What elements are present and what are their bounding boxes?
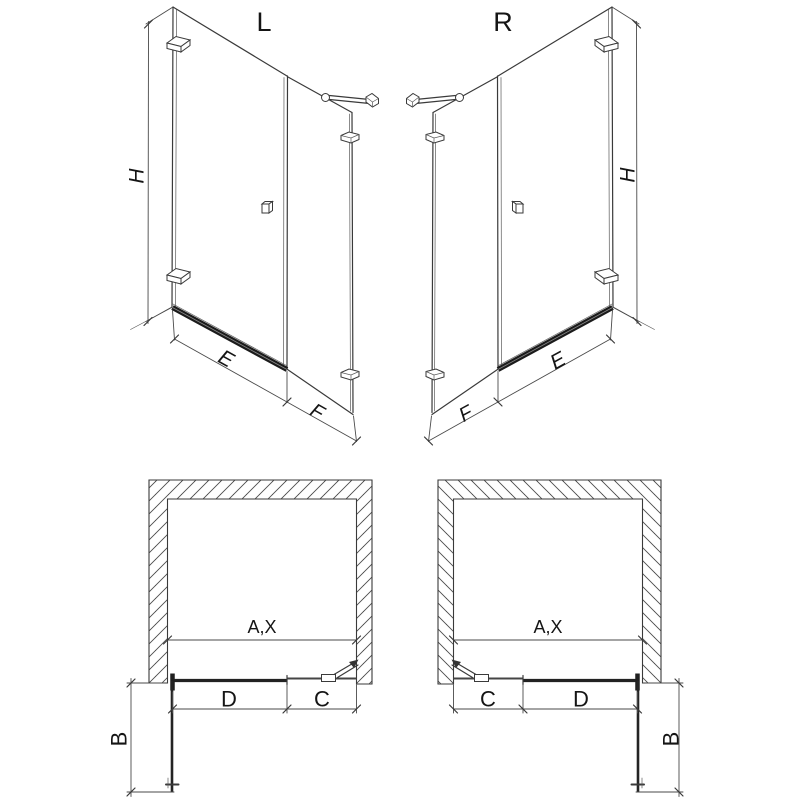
dimension-opening <box>164 636 361 644</box>
dim-label-door-right-plan: D <box>573 686 589 712</box>
dim-label-door-width-left: E <box>214 345 238 373</box>
dim-label-fixed-width-left: F <box>306 399 328 425</box>
variant-label-left: L <box>256 7 272 37</box>
dim-label-height-right: H <box>616 167 640 183</box>
front-view-left-geometry <box>131 7 379 445</box>
dim-label-fixed-right-plan: C <box>480 686 496 712</box>
dim-label-height-left: H <box>125 168 149 184</box>
dimension-return <box>127 679 174 797</box>
dim-label-opening-right-plan: A,X <box>533 617 563 637</box>
dim-label-door-width-right: E <box>546 347 570 375</box>
dim-label-return-right-plan: B <box>658 731 684 747</box>
variant-label-right: R <box>493 7 513 37</box>
plan-view-right-geometry <box>438 480 683 797</box>
fixed-panel <box>288 77 354 415</box>
dim-label-opening-left-plan: A,X <box>247 617 277 637</box>
dim-label-door-left-plan: D <box>221 686 237 712</box>
plan-view-left-geometry <box>127 480 372 797</box>
dimension-door-fixed <box>169 685 361 713</box>
front-view-right-geometry <box>407 7 655 445</box>
dim-label-fixed-width-right: F <box>455 401 477 427</box>
dim-label-fixed-left-plan: C <box>314 686 330 712</box>
wall-section <box>149 480 372 684</box>
dim-label-return-left-plan: B <box>106 731 132 747</box>
